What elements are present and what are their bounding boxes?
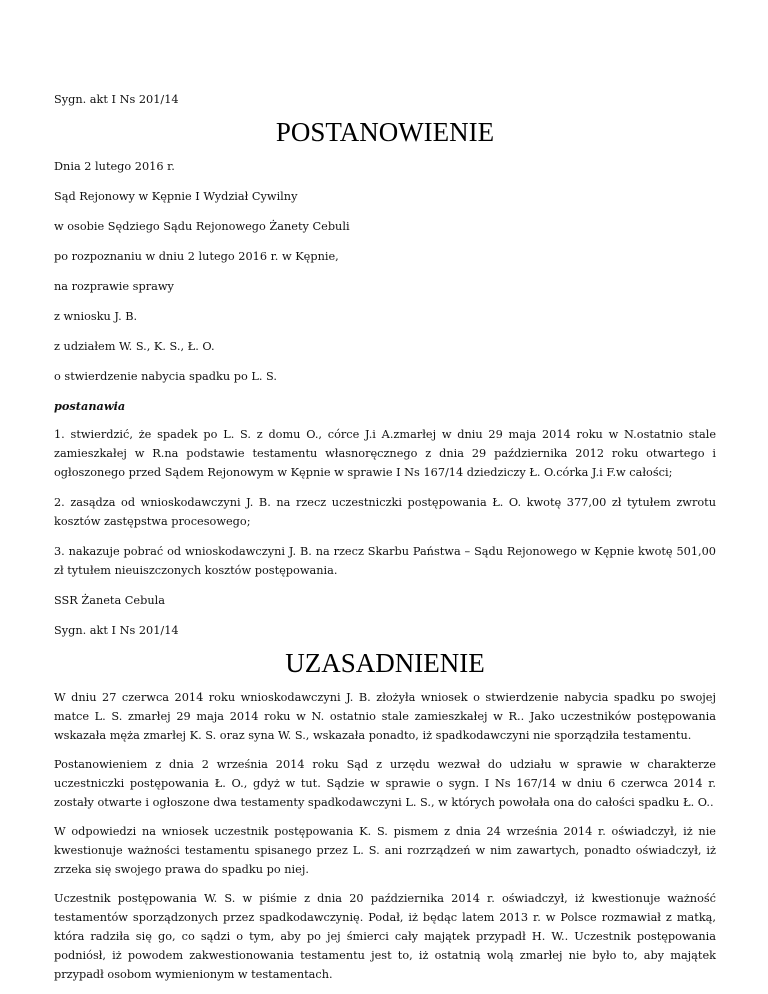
ruling-item-3: 3. nakazuje pobrać od wnioskodawczyni J. B. na rzecz Skarbu Państwa – Sądu Rejonowego w Kępnie kwotę 501,00 zł tytułem nieuiszczonych kosztów postępowania.: [54, 545, 716, 577]
justification-paragraph-2: Postanowieniem z dnia 2 września 2014 roku Sąd z urzędu wezwał do udziału w sprawie w charakterze uczestniczki postępowania Ł. O., gdyż w tut. Sądzie w sprawie o sygn. I Ns 167/14 w dniu 6 czerwca 2014 r. zostały otwarte i ogłoszone dwa testamenty spadkodawczyni L. S., w których powołała ona do całości spadku Ł. O..: [54, 758, 716, 809]
justification-paragraph-1: W dniu 27 czerwca 2014 roku wnioskodawczyni J. B. złożyła wniosek o stwierdzenie nabycia spadku po swojej matce L. S. zmarłej 29 maja 2014 roku w N. ostatnio stale zamieszkałej w R.. Jako uczestników postępowania wskazała męża zmarłej K. S. oraz syna W. S., wskazała ponadto, iż spadkodawczyni nie sporządziła testamentu.: [54, 691, 716, 742]
ruling-item-2: 2. zasądza od wnioskodawczyni J. B. na rzecz uczestniczki postępowania Ł. O. kwotę 377,00 zł tytułem zwrotu kosztów zastępstwa procesowego;: [54, 496, 716, 528]
document-title: POSTANOWIENIE: [275, 117, 495, 147]
ruling-item-1: 1. stwierdzić, że spadek po L. S. z domu O., córce J.i A.zmarłej w dniu 29 maja 2014 roku w N.ostatnio stale zamieszkałej w R.na podstawie testamentu własnoręcznego z dnia 29 października 2012 roku otwartego i ogłoszonego przed Sądem Rejonowym w Kępnie w sprawie I Ns 167/14 dziedziczy Ł. O.córka J.i F.w całości;: [54, 428, 716, 479]
applicant-line: z wniosku J. B.: [54, 310, 138, 323]
decision-date: Dnia 2 lutego 2016 r.: [54, 160, 175, 173]
case-type-line: na rozprawie sprawy: [54, 280, 174, 293]
document-page: [54, 90, 716, 994]
judge-line: w osobie Sędziego Sądu Rejonowego Żanety Cebuli: [54, 220, 350, 233]
court-name: Sąd Rejonowy w Kępnie I Wydział Cywilny: [54, 190, 298, 203]
justification-signature: Sygn. akt I Ns 201/14: [54, 624, 179, 637]
justification-title: UZASADNIENIE: [285, 648, 485, 678]
justification-paragraph-4: Uczestnik postępowania W. S. w piśmie z dnia 20 października 2014 r. oświadczył, iż kwestionuje ważność testamentów sporządzonych przez spadkodawczynię. Podał, iż będąc latem 2013 r. w Polsce rozmawiał z matką, która radziła się go, co sądzi o tym, aby po jej śmierci cały majątek przypadł H. W.. Uczestnik postępowania podniósł, iż powodem zakwestionowania testamentu jest to, iż ostatnią wolą zmarłej nie było to, aby majątek przypadł osobom wymienionym w testamentach.: [54, 892, 716, 981]
participants-line: z udziałem W. S., K. S., Ł. O.: [54, 340, 215, 353]
case-signature: Sygn. akt I Ns 201/14: [54, 93, 179, 106]
subject-line: o stwierdzenie nabycia spadku po L. S.: [54, 370, 277, 383]
judge-signature: SSR Żaneta Cebula: [54, 594, 165, 607]
ruling-verb: postanawia: [54, 399, 126, 413]
hearing-line: po rozpoznaniu w dniu 2 lutego 2016 r. w Kępnie,: [54, 250, 339, 263]
justification-paragraph-3: W odpowiedzi na wniosek uczestnik postępowania K. S. pismem z dnia 24 września 2014 r. oświadczył, iż nie kwestionuje ważności testamentu spisanego przez L. S. ani rozrządzeń w nim zawartych, ponadto oświadczył, iż zrzeka się swojego prawa do spadku po niej.: [54, 825, 716, 876]
